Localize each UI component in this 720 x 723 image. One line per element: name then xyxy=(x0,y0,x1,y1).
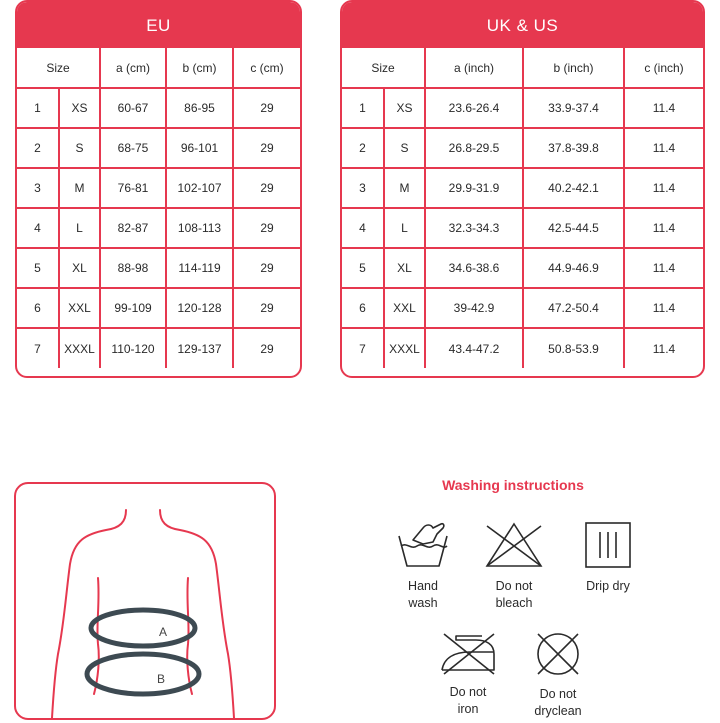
no-iron-label: Do not iron xyxy=(449,685,487,716)
label-b: B xyxy=(157,672,166,686)
eu-table-row xyxy=(17,88,300,128)
ukus-table-cell: 11.4 xyxy=(624,208,703,248)
ukus-table-cell: 3 xyxy=(342,168,384,208)
ukus-table-cell: 5 xyxy=(342,248,384,288)
ukus-table-cell: 47.2-50.4 xyxy=(523,288,624,328)
ukus-header-cell: b (inch) xyxy=(523,48,624,88)
torso-outline xyxy=(52,510,234,718)
eu-table-cell: 3 xyxy=(17,168,59,208)
eu-table-cell: 2 xyxy=(17,128,59,168)
ukus-table-row xyxy=(342,328,703,368)
drip-dry-item xyxy=(558,520,658,595)
no-bleach-label: Do not bleach xyxy=(495,579,533,610)
eu-table-cell: L xyxy=(59,208,100,248)
eu-table-cell: 102-107 xyxy=(166,168,233,208)
drip-dry-icon xyxy=(583,520,633,570)
eu-header-cell: b (cm) xyxy=(166,48,233,88)
ukus-table-cell: 11.4 xyxy=(624,128,703,168)
washing-instructions-title: Washing instructions xyxy=(442,477,584,493)
eu-table-cell: 76-81 xyxy=(100,168,166,208)
eu-table-cell: 60-67 xyxy=(100,88,166,128)
ukus-table-cell: 34.6-38.6 xyxy=(425,248,523,288)
no-bleach-item xyxy=(464,520,564,612)
measurement-figure-card xyxy=(14,482,276,720)
ukus-table-cell: 33.9-37.4 xyxy=(523,88,624,128)
ukus-table-cell: 11.4 xyxy=(624,328,703,368)
eu-table-cell: 129-137 xyxy=(166,328,233,368)
eu-table-cell: 6 xyxy=(17,288,59,328)
no-iron-icon xyxy=(436,630,500,676)
eu-table-grid xyxy=(17,48,300,368)
ukus-table-cell: S xyxy=(384,128,425,168)
eu-table-cell: M xyxy=(59,168,100,208)
hand-wash-item xyxy=(373,520,473,612)
eu-table-cell: 29 xyxy=(233,288,300,328)
ukus-table-cell: 11.4 xyxy=(624,288,703,328)
ukus-table-cell: 44.9-46.9 xyxy=(523,248,624,288)
ukus-table-row xyxy=(342,288,703,328)
eu-table-cell: 29 xyxy=(233,128,300,168)
ukus-table-cell: 1 xyxy=(342,88,384,128)
eu-table-cell: 88-98 xyxy=(100,248,166,288)
ukus-table-cell: 40.2-42.1 xyxy=(523,168,624,208)
eu-table-row xyxy=(17,208,300,248)
ukus-header-cell: Size xyxy=(342,48,425,88)
eu-table-cell: 96-101 xyxy=(166,128,233,168)
ukus-header-cell: a (inch) xyxy=(425,48,523,88)
eu-table-cell: 29 xyxy=(233,168,300,208)
eu-table-cell: 29 xyxy=(233,208,300,248)
ukus-table-cell: 29.9-31.9 xyxy=(425,168,523,208)
ukus-table-row xyxy=(342,248,703,288)
eu-table-title: EU xyxy=(17,2,300,48)
torso-measurement-illustration xyxy=(16,484,274,718)
ukus-table-cell: XXXL xyxy=(384,328,425,368)
eu-header-cell: a (cm) xyxy=(100,48,166,88)
eu-table-cell: XXXL xyxy=(59,328,100,368)
eu-table-cell: 82-87 xyxy=(100,208,166,248)
hand-wash-icon xyxy=(393,520,453,570)
eu-table-row xyxy=(17,128,300,168)
ukus-table-cell: 43.4-47.2 xyxy=(425,328,523,368)
eu-table-row xyxy=(17,168,300,208)
eu-table-cell: XL xyxy=(59,248,100,288)
eu-header-cell: c (cm) xyxy=(233,48,300,88)
eu-table-cell: 110-120 xyxy=(100,328,166,368)
ukus-table-row xyxy=(342,168,703,208)
eu-table-cell: 68-75 xyxy=(100,128,166,168)
ukus-size-table xyxy=(340,0,705,378)
ukus-table-cell: 26.8-29.5 xyxy=(425,128,523,168)
ukus-header-cell: c (inch) xyxy=(624,48,703,88)
ukus-table-cell: 39-42.9 xyxy=(425,288,523,328)
eu-table-cell: XXL xyxy=(59,288,100,328)
ukus-table-cell: 37.8-39.8 xyxy=(523,128,624,168)
ukus-table-cell: 7 xyxy=(342,328,384,368)
no-iron-item xyxy=(418,630,518,718)
eu-table-cell: 114-119 xyxy=(166,248,233,288)
ukus-table-row xyxy=(342,128,703,168)
ukus-table-cell: 6 xyxy=(342,288,384,328)
eu-table-cell: 5 xyxy=(17,248,59,288)
ukus-table-cell: XS xyxy=(384,88,425,128)
ukus-table-cell: M xyxy=(384,168,425,208)
ukus-table-cell: 11.4 xyxy=(624,168,703,208)
eu-table-row xyxy=(17,328,300,368)
eu-table-cell: 29 xyxy=(233,88,300,128)
ukus-table-cell: 23.6-26.4 xyxy=(425,88,523,128)
eu-header-cell: Size xyxy=(17,48,100,88)
belt-b xyxy=(87,654,199,694)
ukus-header-row xyxy=(342,48,703,88)
ukus-table-cell: 11.4 xyxy=(624,248,703,288)
ukus-table-row xyxy=(342,208,703,248)
drip-dry-label: Drip dry xyxy=(586,579,630,593)
eu-size-table xyxy=(15,0,302,378)
belt-a xyxy=(91,610,195,646)
ukus-table-cell: L xyxy=(384,208,425,248)
ukus-table-cell: 2 xyxy=(342,128,384,168)
no-bleach-icon xyxy=(483,520,545,570)
eu-table-cell: 99-109 xyxy=(100,288,166,328)
eu-table-cell: 7 xyxy=(17,328,59,368)
eu-table-cell: S xyxy=(59,128,100,168)
eu-table-cell: 4 xyxy=(17,208,59,248)
ukus-table-cell: 32.3-34.3 xyxy=(425,208,523,248)
no-dryclean-icon xyxy=(530,630,586,678)
ukus-table-cell: 50.8-53.9 xyxy=(523,328,624,368)
label-a: A xyxy=(159,625,168,639)
ukus-table-cell: XL xyxy=(384,248,425,288)
eu-table-cell: 1 xyxy=(17,88,59,128)
ukus-table-cell: XXL xyxy=(384,288,425,328)
eu-table-row xyxy=(17,288,300,328)
ukus-table-title: UK & US xyxy=(342,2,703,48)
eu-table-cell: XS xyxy=(59,88,100,128)
eu-header-row xyxy=(17,48,300,88)
ukus-table-cell: 42.5-44.5 xyxy=(523,208,624,248)
eu-table-cell: 120-128 xyxy=(166,288,233,328)
eu-table-cell: 29 xyxy=(233,328,300,368)
eu-table-cell: 86-95 xyxy=(166,88,233,128)
hand-wash-label: Hand wash xyxy=(408,579,438,610)
eu-table-cell: 108-113 xyxy=(166,208,233,248)
no-dryclean-item xyxy=(508,630,608,720)
ukus-table-grid xyxy=(342,48,703,368)
ukus-table-cell: 11.4 xyxy=(624,88,703,128)
eu-table-cell: 29 xyxy=(233,248,300,288)
measurement-belts xyxy=(87,610,199,694)
no-dryclean-label: Do not dryclean xyxy=(534,687,582,718)
eu-table-row xyxy=(17,248,300,288)
ukus-table-cell: 4 xyxy=(342,208,384,248)
ukus-table-row xyxy=(342,88,703,128)
